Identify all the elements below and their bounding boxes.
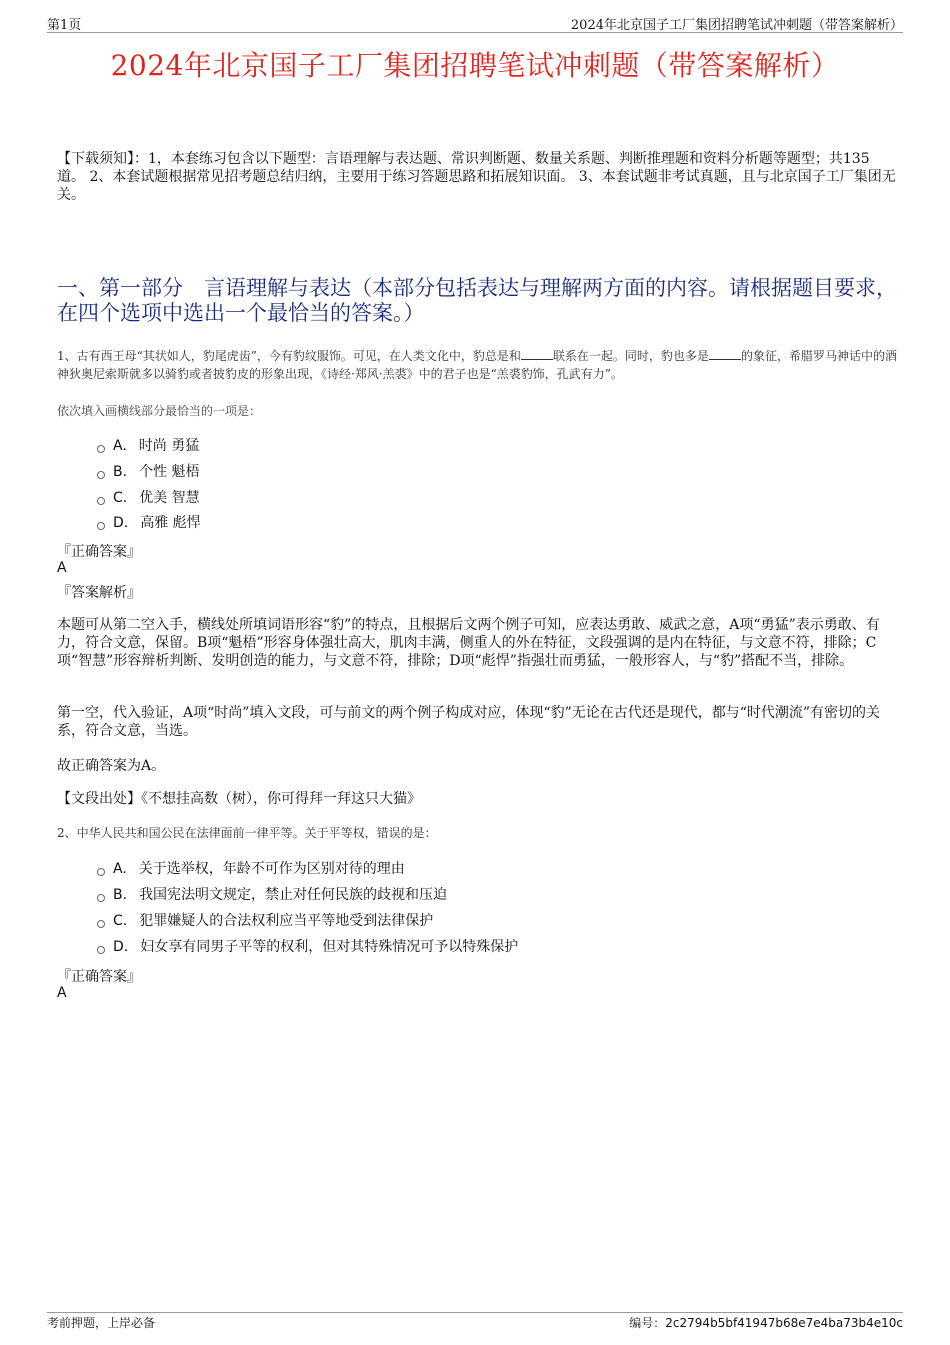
question-1-text: 1、古有西王母“其状如人，豹尾虎齿”，今有豹纹服饰。可见，在人类文化中，豹总是和 联系在一起。同时，豹也多是 的象征，希腊罗马神话中的酒神狄奥尼索斯就多以骑豹或者披豹皮的形象出现，《诗经·郑风·羔裘》中的君子也是“羔裘豹饰，孔武有力”。 [57,349,897,381]
radio-icon[interactable] [97,868,105,876]
question-2-text: 2、中华人民共和国公民在法律面前一律平等。关于平等权，错误的是： [57,826,437,840]
q1-option-c[interactable]: C. 优美 智慧 [97,489,200,507]
q1-source: 【文段出处】《不想挂高数（树），你可得拜一拜这只大猫》 [57,791,421,807]
section-heading: 一、第一部分 言语理解与表达（本部分包括表达与理解两方面的内容。请根据题目要求，在四个选项中选出一个最恰当的答案。） [57,276,897,325]
radio-icon[interactable] [97,920,105,928]
page-number: 第1页 [47,18,82,33]
radio-icon[interactable] [97,946,105,954]
radio-icon[interactable] [97,471,105,479]
q1-answer-label: 『正确答案』 [57,544,141,560]
footer-slogan: 考前押题，上岸必备 [47,1316,156,1330]
blank-1 [521,347,553,360]
q1-conclusion: 故正确答案为A。 [57,758,166,774]
running-title: 2024年北京国子工厂集团招聘笔试冲刺题（带答案解析） [570,18,903,33]
q2-answer: A [57,985,67,1001]
download-notice: 【下载须知】：1，本套练习包含以下题型：言语理解与表达题、常识判断题、数量关系题、判断推理题和资料分析题等题型；共135道。 2、本套试题根据常见招考题总结归纳，主要用于练习答题思路和拓展知识面。 3、本套试题非考试真题，且与北京国子工厂集团无关。 [57,151,896,203]
q2-option-c[interactable]: C. 犯罪嫌疑人的合法权利应当平等地受到法律保护 [97,912,433,930]
q1-analysis-paragraph-2: 第一空，代入验证，A项“时尚”填入文段，可与前文的两个例子构成对应，体现“豹”无论在古代还是现代，都与“时代潮流”有密切的关系，符合文意，当选。 [57,705,881,739]
q2-option-d[interactable]: D. 妇女享有同男子平等的权利，但对其特殊情况可予以特殊保护 [97,938,518,956]
q1-option-d[interactable]: D. 高雅 彪悍 [97,514,201,532]
q1-analysis-label: 『答案解析』 [57,585,141,601]
q2-option-a[interactable]: A. 关于选举权，年龄不可作为区别对待的理由 [97,860,405,878]
blank-2 [709,347,741,360]
radio-icon[interactable] [97,445,105,453]
document-code: 编号：2c2794b5bf41947b68e7e4ba73b4e10c [629,1316,903,1330]
footer-divider [47,1312,903,1313]
q1-option-b[interactable]: B. 个性 魁梧 [97,463,200,481]
q1-analysis-paragraph-1: 本题可从第二空入手，横线处所填词语形容“豹”的特点，且根据后文两个例子可知，应表达勇敢、威武之意，A项“勇猛”表示勇敢、有力，符合文意，保留。B项“魁梧”形容身体强壮高大，肌肉丰满，侧重人的外在特征，文段强调的是内在特征，与文意不符，排除；C项“智慧”形容辩析判断、发明创造的能力，与文意不符，排除；D项“彪悍”指强壮而勇猛，一般形容人，与“豹”搭配不当，排除。 [57,617,880,669]
radio-icon[interactable] [97,497,105,505]
q2-option-b[interactable]: B. 我国宪法明文规定，禁止对任何民族的歧视和压迫 [97,886,447,904]
q2-answer-label: 『正确答案』 [57,969,141,985]
radio-icon[interactable] [97,522,105,530]
radio-icon[interactable] [97,894,105,902]
q1-answer: A [57,560,67,576]
page-title: 2024年北京国子工厂集团招聘笔试冲刺题（带答案解析） [110,49,840,82]
question-1-prompt: 依次填入画横线部分最恰当的一项是： [57,404,262,418]
q1-option-a[interactable]: A. 时尚 勇猛 [97,437,199,455]
header-divider [47,32,903,33]
